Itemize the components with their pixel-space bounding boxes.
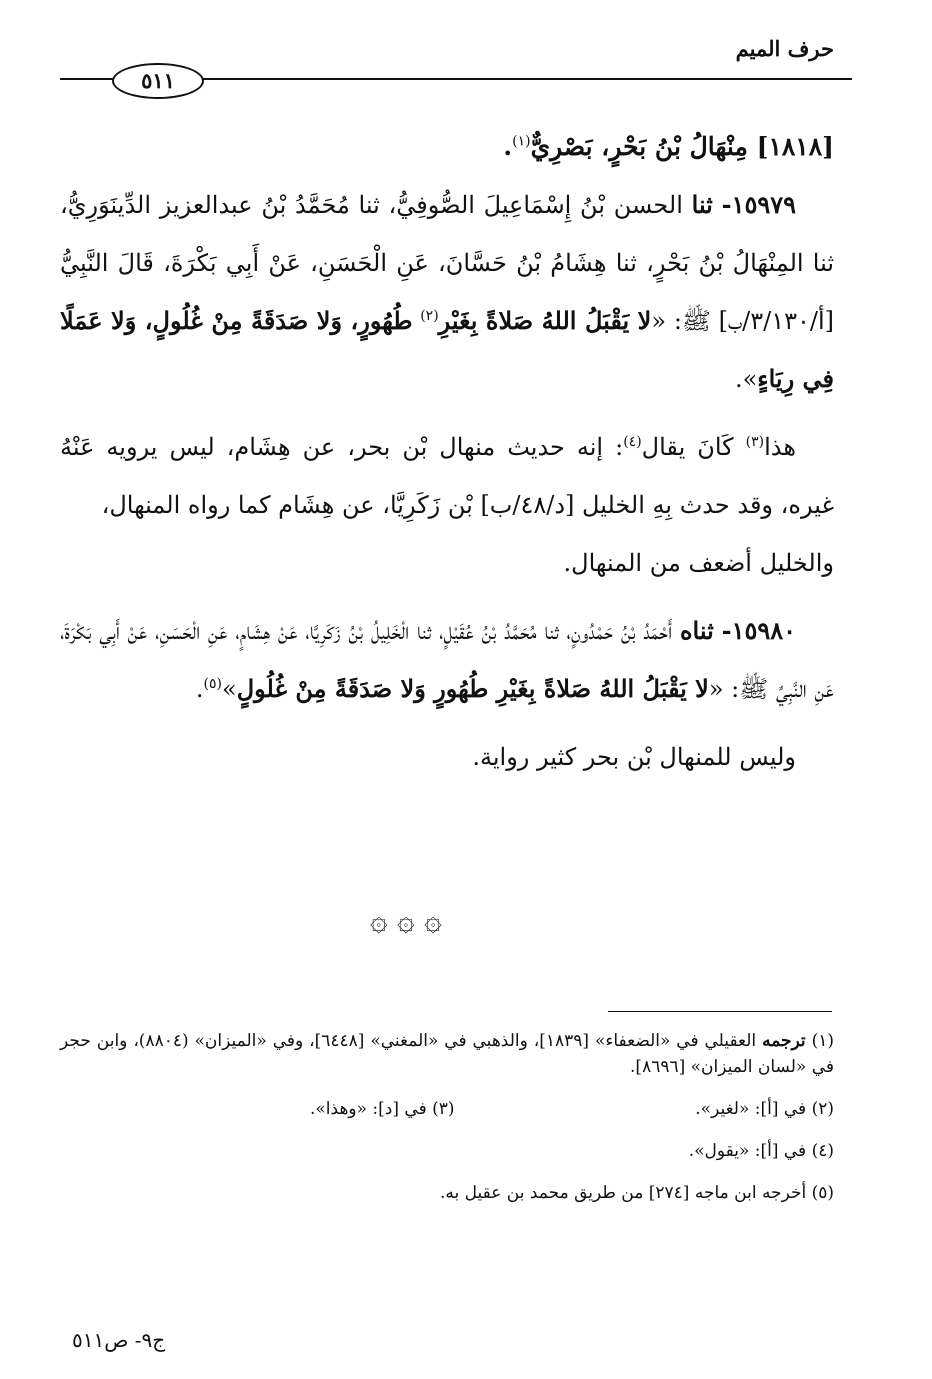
commentary-word2: كَانَ يقال <box>641 433 734 461</box>
commentary-text: : إنه حديث منهال بْن بحر، عن هِشَام، ليس يرويه عَنْهُ غيره، وقد حدث بِهِ الخليل [د/٤٨/ب] بْن زَكَرِيَّا، عن هِشَام كما رواه المنهال، <box>60 433 834 519</box>
hadith-matn: لا يَقْبَلُ اللهُ صَلاةً بِغَيْرِ طُهُورٍ وَلا صَدَقَةً مِنْ غُلُولٍ <box>236 674 709 703</box>
hadith-end: . <box>195 675 204 703</box>
hadith-isnad: أَحْمَدُ بْنُ حَمْدُونٍ، ثنا مُحَمَّدُ بْنُ عُقَيْلٍ، ثنا الْخَلِيلُ بْنُ زَكَرِيَّا، عَنْ هِشَامٍ، عَنِ الْحَسَنِ، عَنْ أَبِي بَكْرَةَ، عَنِ النَّبِيِّ ﷺ: « <box>60 617 834 703</box>
hadith-tha: ثنا <box>691 190 713 219</box>
hadith-matn-b: طُهُورٍ، وَلا صَدَقَةً مِنْ غُلُولٍ، وَلا عَمَلًا فِي رِيَاءٍ <box>60 306 834 393</box>
page-reference: ج٩- ص٥١١ <box>72 1328 166 1352</box>
footnote-ref-1: (١) <box>512 133 531 150</box>
footnote-5: (٥) أخرجه ابن ماجه [٢٧٤] من طريق محمد بن عقيل به. <box>439 1183 834 1203</box>
footnote-3: (٣) في [د]: «وهذا». <box>310 1099 455 1119</box>
hadith-isnad: الحسن بْنُ إِسْمَاعِيلَ الصُّوفِيُّ، ثنا مُحَمَّدُ بْنُ عبدالعزيز الدِّينَوَرِيُّ، ثنا المِنْهَالُ بْنُ بَحْرٍ، ثنا هِشَامُ بْنُ حَسَّانَ، عَنِ الْحَسَنِ، عَنْ أَبِي بَكْرَةَ، قَالَ النَّبِيُّ [أ/٣/١٣٠/ب] ﷺ: « <box>60 191 835 335</box>
entry-number: [١٨١٨] <box>756 132 834 161</box>
entry-end: . <box>503 132 513 161</box>
hadith-close: ». <box>734 365 758 393</box>
closing-line: وليس للمنهال بْن بحر كثير رواية. <box>472 743 796 771</box>
commentary-paragraph <box>60 418 834 592</box>
footnote-row-2-3 <box>60 1096 834 1122</box>
footnote-number: (١) <box>811 1031 835 1051</box>
footnote-ref-4: (٤) <box>623 434 642 450</box>
main-text <box>60 118 834 796</box>
footnote-ref-5: (٥) <box>203 676 223 692</box>
footnote-rule <box>608 1011 832 1012</box>
section-ornament: ۞ ۞ ۞ <box>370 903 442 938</box>
hadith-number: ١٥٩٧٩- <box>721 190 797 219</box>
commentary-last-line: والخليل أضعف من المنهال. <box>563 549 834 577</box>
hadith-15980 <box>60 602 834 718</box>
entry-heading <box>60 118 834 176</box>
footnote-ref-2: (٢) <box>420 308 439 324</box>
running-title: حرف الميم <box>735 36 834 61</box>
hadith-tha: ثناه <box>679 616 714 645</box>
footnote-1 <box>60 1028 834 1080</box>
commentary-word1: هذا <box>764 433 796 461</box>
page-number-oval: ٥١١ <box>112 63 204 99</box>
footnote-ref-3: (٣) <box>745 434 765 450</box>
footnote-2: (٢) في [أ]: «لغير». <box>695 1099 834 1119</box>
footnote-4: (٤) في [أ]: «يقول». <box>688 1141 834 1161</box>
entry-name: مِنْهَالُ بْنُ بَحْرٍ، بَصْرِيٌّ <box>530 132 748 161</box>
footnotes <box>60 1028 834 1222</box>
hadith-number: ١٥٩٨٠- <box>721 616 797 645</box>
hadith-close: » <box>222 675 237 703</box>
hadith-matn-a: لا يَقْبَلُ اللهُ صَلاةً بِغَيْرِ <box>438 306 652 335</box>
footnote-bold: ترجمه <box>762 1031 806 1051</box>
hadith-15979 <box>60 176 834 408</box>
footnote-text: العقيلي في «الضعفاء» [١٨٣٩]، والذهبي في «المغني» [٦٤٤٨]، وفي «الميزان» (٨٨٠٤)، وابن حجر في «لسان الميزان» [٨٦٩٦]. <box>60 1031 834 1077</box>
